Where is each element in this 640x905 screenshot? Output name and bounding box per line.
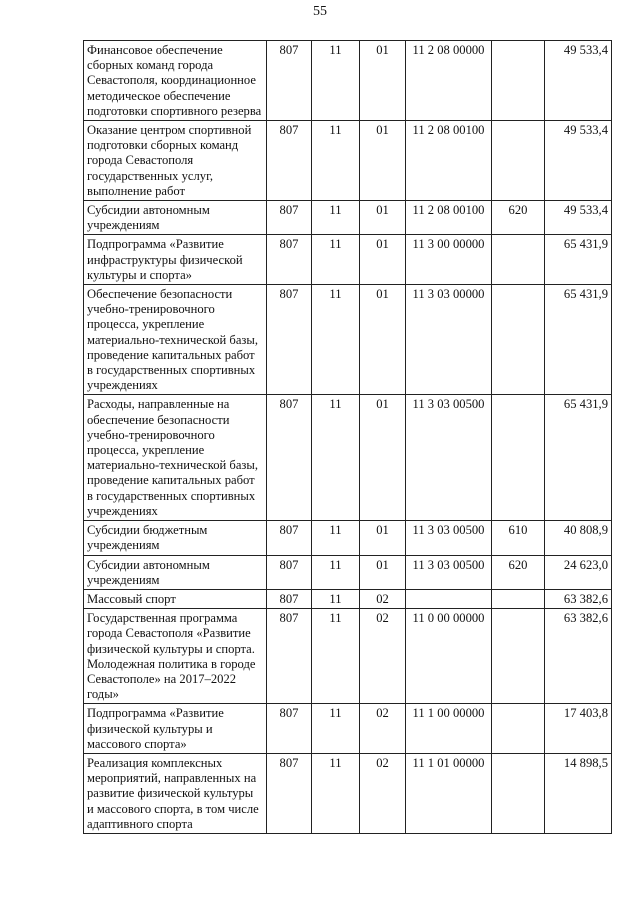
row-name-cell: Расходы, направленные на обеспечение безопасности учебно-тренировочного процесса, укрепление материально-технической базы, проведение капитальных работ в государственных спортивных учреждениях <box>84 395 267 521</box>
target-article-cell: 11 2 08 00100 <box>406 201 492 235</box>
target-article-cell: 11 2 08 00100 <box>406 121 492 201</box>
amount-cell: 65 431,9 <box>545 395 612 521</box>
amount-cell: 65 431,9 <box>545 235 612 285</box>
table-row <box>84 555 612 589</box>
grbs-cell: 807 <box>267 753 312 833</box>
expense-type-cell <box>492 41 545 121</box>
grbs-cell: 807 <box>267 41 312 121</box>
section-cell: 11 <box>312 285 360 395</box>
row-name-cell: Субсидии автономным учреждениям <box>84 201 267 235</box>
grbs-cell: 807 <box>267 201 312 235</box>
row-name-cell: Реализация комплексных мероприятий, направленных на развитие физической культуры и массового спорта, в том числе адаптивного спорта <box>84 753 267 833</box>
budget-table <box>83 40 612 834</box>
target-article-cell: 11 0 00 00000 <box>406 609 492 704</box>
table-row <box>84 395 612 521</box>
section-cell: 11 <box>312 609 360 704</box>
subsection-cell: 01 <box>360 121 406 201</box>
amount-cell: 24 623,0 <box>545 555 612 589</box>
grbs-cell: 807 <box>267 704 312 754</box>
expense-type-cell <box>492 704 545 754</box>
target-article-cell: 11 1 00 00000 <box>406 704 492 754</box>
subsection-cell: 01 <box>360 41 406 121</box>
subsection-cell: 02 <box>360 753 406 833</box>
expense-type-cell: 620 <box>492 201 545 235</box>
row-name-cell: Субсидии автономным учреждениям <box>84 555 267 589</box>
grbs-cell: 807 <box>267 285 312 395</box>
amount-cell: 63 382,6 <box>545 589 612 608</box>
expense-type-cell <box>492 395 545 521</box>
amount-cell: 17 403,8 <box>545 704 612 754</box>
expense-type-cell <box>492 235 545 285</box>
grbs-cell: 807 <box>267 395 312 521</box>
target-article-cell: 11 3 03 00000 <box>406 285 492 395</box>
amount-cell: 65 431,9 <box>545 285 612 395</box>
target-article-cell: 11 2 08 00000 <box>406 41 492 121</box>
section-cell: 11 <box>312 201 360 235</box>
expense-type-cell <box>492 753 545 833</box>
subsection-cell: 02 <box>360 704 406 754</box>
expense-type-cell <box>492 285 545 395</box>
target-article-cell: 11 3 03 00500 <box>406 555 492 589</box>
amount-cell: 49 533,4 <box>545 201 612 235</box>
table-row <box>84 704 612 754</box>
table-row <box>84 235 612 285</box>
subsection-cell: 01 <box>360 201 406 235</box>
subsection-cell: 01 <box>360 395 406 521</box>
section-cell: 11 <box>312 121 360 201</box>
table-row <box>84 521 612 555</box>
amount-cell: 49 533,4 <box>545 121 612 201</box>
expense-type-cell <box>492 589 545 608</box>
section-cell: 11 <box>312 521 360 555</box>
expense-type-cell <box>492 609 545 704</box>
section-cell: 11 <box>312 555 360 589</box>
row-name-cell: Финансовое обеспечение сборных команд города Севастополя, координационное методическое обеспечение подготовки спортивного резерва <box>84 41 267 121</box>
row-name-cell: Подпрограмма «Развитие инфраструктуры физической культуры и спорта» <box>84 235 267 285</box>
table-row <box>84 589 612 608</box>
section-cell: 11 <box>312 235 360 285</box>
grbs-cell: 807 <box>267 609 312 704</box>
row-name-cell: Подпрограмма «Развитие физической культуры и массового спорта» <box>84 704 267 754</box>
grbs-cell: 807 <box>267 121 312 201</box>
expense-type-cell: 620 <box>492 555 545 589</box>
row-name-cell: Субсидии бюджетным учреждениям <box>84 521 267 555</box>
amount-cell: 63 382,6 <box>545 609 612 704</box>
grbs-cell: 807 <box>267 555 312 589</box>
target-article-cell: 11 1 01 00000 <box>406 753 492 833</box>
target-article-cell <box>406 589 492 608</box>
subsection-cell: 01 <box>360 521 406 555</box>
subsection-cell: 01 <box>360 285 406 395</box>
section-cell: 11 <box>312 753 360 833</box>
expense-type-cell: 610 <box>492 521 545 555</box>
target-article-cell: 11 3 00 00000 <box>406 235 492 285</box>
row-name-cell: Оказание центром спортивной подготовки сборных команд города Севастополя государственных услуг, выполнение работ <box>84 121 267 201</box>
table-row <box>84 609 612 704</box>
section-cell: 11 <box>312 41 360 121</box>
amount-cell: 14 898,5 <box>545 753 612 833</box>
amount-cell: 49 533,4 <box>545 41 612 121</box>
page-number: 55 <box>313 4 327 19</box>
table-row <box>84 41 612 121</box>
grbs-cell: 807 <box>267 521 312 555</box>
subsection-cell: 02 <box>360 589 406 608</box>
section-cell: 11 <box>312 395 360 521</box>
grbs-cell: 807 <box>267 235 312 285</box>
table-row <box>84 121 612 201</box>
subsection-cell: 01 <box>360 555 406 589</box>
grbs-cell: 807 <box>267 589 312 608</box>
target-article-cell: 11 3 03 00500 <box>406 521 492 555</box>
row-name-cell: Государственная программа города Севастополя «Развитие физической культуры и спорта. Молодежная политика в городе Севастополе» на 2017–2022 годы» <box>84 609 267 704</box>
row-name-cell: Массовый спорт <box>84 589 267 608</box>
table-row <box>84 285 612 395</box>
section-cell: 11 <box>312 589 360 608</box>
subsection-cell: 01 <box>360 235 406 285</box>
expense-type-cell <box>492 121 545 201</box>
target-article-cell: 11 3 03 00500 <box>406 395 492 521</box>
row-name-cell: Обеспечение безопасности учебно-тренировочного процесса, укрепление материально-технической базы, проведение капитальных работ в государственных спортивных учреждениях <box>84 285 267 395</box>
section-cell: 11 <box>312 704 360 754</box>
amount-cell: 40 808,9 <box>545 521 612 555</box>
table-row <box>84 753 612 833</box>
table-row <box>84 201 612 235</box>
subsection-cell: 02 <box>360 609 406 704</box>
